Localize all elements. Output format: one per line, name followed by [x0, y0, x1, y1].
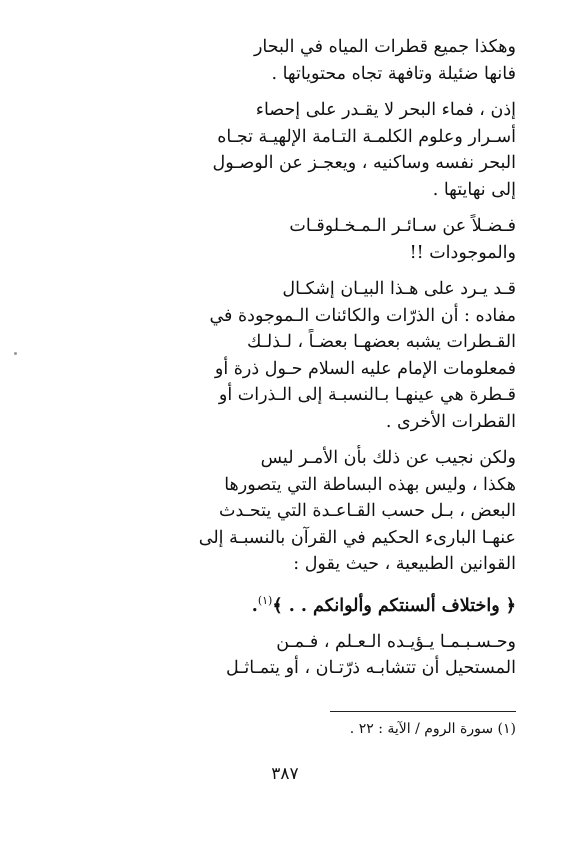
text-line: هكذا ، وليس بهذه البساطة التي يتصورها [224, 474, 516, 495]
text-line: فـضـلاً عن سـائـر الـمـخـلوقـات [289, 216, 516, 236]
paragraph-5 [40, 445, 516, 578]
footnote-reference: (١) [257, 593, 273, 607]
paragraph-3 [40, 213, 516, 266]
text-line: قـد يـرد على هـذا البيـان إشكـال [282, 279, 516, 299]
text-line: القوانين الطبيعية ، حيث يقول : [293, 554, 516, 574]
text-line: إلى نهايتها . [432, 179, 516, 200]
quote-end: . [251, 595, 258, 616]
text-line: وهكذا جميع قطرات المياه في البحار [253, 37, 516, 57]
text-line: البحر نفسه وساكنيه ، ويعجـز عن الوصـول [212, 153, 516, 173]
text-line: القطرات الأخرى . [385, 411, 516, 432]
paragraph-1 [40, 34, 516, 87]
quote-line [40, 588, 516, 619]
text-line: والموجودات !! [409, 242, 516, 263]
text-line: فانها ضئيلة وتافهة تجاه محتوياتها . [271, 63, 516, 84]
text-line: البعض ، بـل حسب القـاعـدة التي يتحـدث [219, 501, 516, 521]
text-line: عنهـا البارىء الحكيم في القرآن بالنسبـة إلى [198, 527, 516, 548]
margin-speck [14, 352, 17, 355]
text-line: وحـسـبـمـا يـؤيـده الـعـلم ، فـمـن [276, 631, 516, 652]
text-line: قـطرة هي عينهـا بـالنسبـة إلى الـذرات أو [218, 385, 516, 405]
text-line: القـطرات يشبه بعضهـا بعضـاً ، لـذلـك [247, 332, 516, 352]
main-text [40, 34, 516, 692]
paragraph-4 [40, 276, 516, 435]
paragraph-2 [40, 97, 516, 203]
text-line: إذن ، فماء البحر لا يقـدر على إحصاء [255, 100, 516, 120]
text-line: المستحيل أن تتشابـه ذرّتـان ، أو يتمـاثـل [226, 658, 516, 679]
footnote-divider [330, 711, 516, 712]
quran-quote [40, 588, 516, 619]
paragraph-closing [40, 629, 516, 682]
text-line: فمعلومات الإمام عليه السلام حـول ذرة أو [214, 358, 516, 379]
quote-text: ﴿ واختلاف ألسنتكم وألوانكم . . ﴾ [272, 595, 516, 616]
page-number: ٣٨٧ [271, 764, 299, 784]
text-line: مفاده : أن الذرّات والكائنات الـموجودة في [209, 305, 516, 326]
text-line: ولكن نجيب عن ذلك بأن الأمـر ليس [260, 448, 516, 468]
text-line: أسـرار وعلوم الكلمـة التـامة الإلهيـة تجـاه [217, 126, 516, 147]
footnote: (١) سورة الروم / الآية : ٢٢ . [349, 721, 516, 737]
